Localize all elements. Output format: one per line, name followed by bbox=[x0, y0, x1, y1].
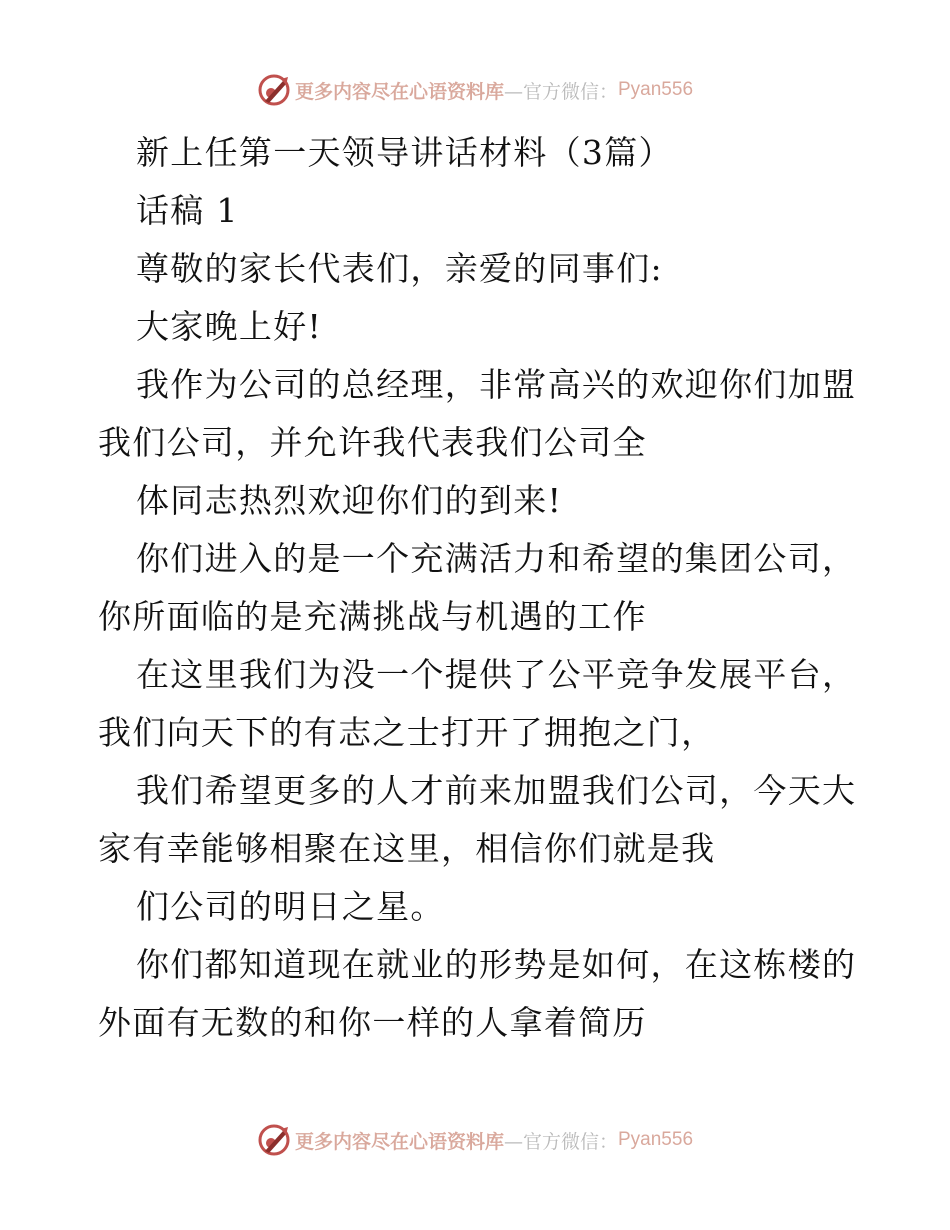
paragraph-line: 外面有无数的和你一样的人拿着简历 bbox=[98, 1003, 647, 1042]
banner-wechat-label: —官方微信： bbox=[503, 80, 618, 103]
document-title: 新上任第一天领导讲话材料（3篇） bbox=[136, 133, 673, 172]
paragraph-line: 大家晚上好! bbox=[136, 307, 323, 346]
banner-wechat-id: Pyan556 bbox=[618, 1129, 694, 1150]
paragraph-line: 我们向天下的有志之士打开了拥抱之门， bbox=[98, 713, 716, 752]
banner-title: 更多内容尽在心语资料库 bbox=[294, 1130, 504, 1153]
paragraph-line: 你所面临的是充满挑战与机遇的工作 bbox=[98, 597, 647, 636]
paragraph-line: 你们进入的是一个充满活力和希望的集团公司， bbox=[136, 539, 857, 578]
footer-watermark-banner bbox=[0, 1118, 950, 1162]
paragraph-line: 体同志热烈欢迎你们的到来! bbox=[136, 481, 563, 520]
paragraph-line: 家有幸能够相聚在这里，相信你们就是我 bbox=[98, 829, 716, 868]
paragraph-line: 话稿 1 bbox=[136, 191, 239, 230]
paragraph-line: 我作为公司的总经理，非常高兴的欢迎你们加盟 bbox=[136, 365, 857, 404]
banner-wechat-id: Pyan556 bbox=[618, 79, 694, 100]
paragraph-line: 你们都知道现在就业的形势是如何，在这栋楼的 bbox=[136, 945, 857, 984]
paragraph-line: 们公司的明日之星。 bbox=[136, 887, 445, 926]
banner-title: 更多内容尽在心语资料库 bbox=[294, 80, 504, 103]
paragraph-line: 我们公司，并允许我代表我们公司全 bbox=[98, 423, 647, 462]
banner-wechat-label: —官方微信： bbox=[503, 1130, 618, 1153]
paragraph-line: 在这里我们为没一个提供了公平竞争发展平台， bbox=[136, 655, 857, 694]
document-body bbox=[98, 124, 858, 1052]
quill-logo-icon bbox=[257, 1123, 291, 1157]
paragraph-line: 尊敬的家长代表们，亲爱的同事们: bbox=[136, 249, 663, 288]
quill-logo-icon bbox=[257, 73, 291, 107]
paragraph-line: 我们希望更多的人才前来加盟我们公司，今天大 bbox=[136, 771, 857, 810]
header-watermark-banner bbox=[0, 68, 950, 112]
